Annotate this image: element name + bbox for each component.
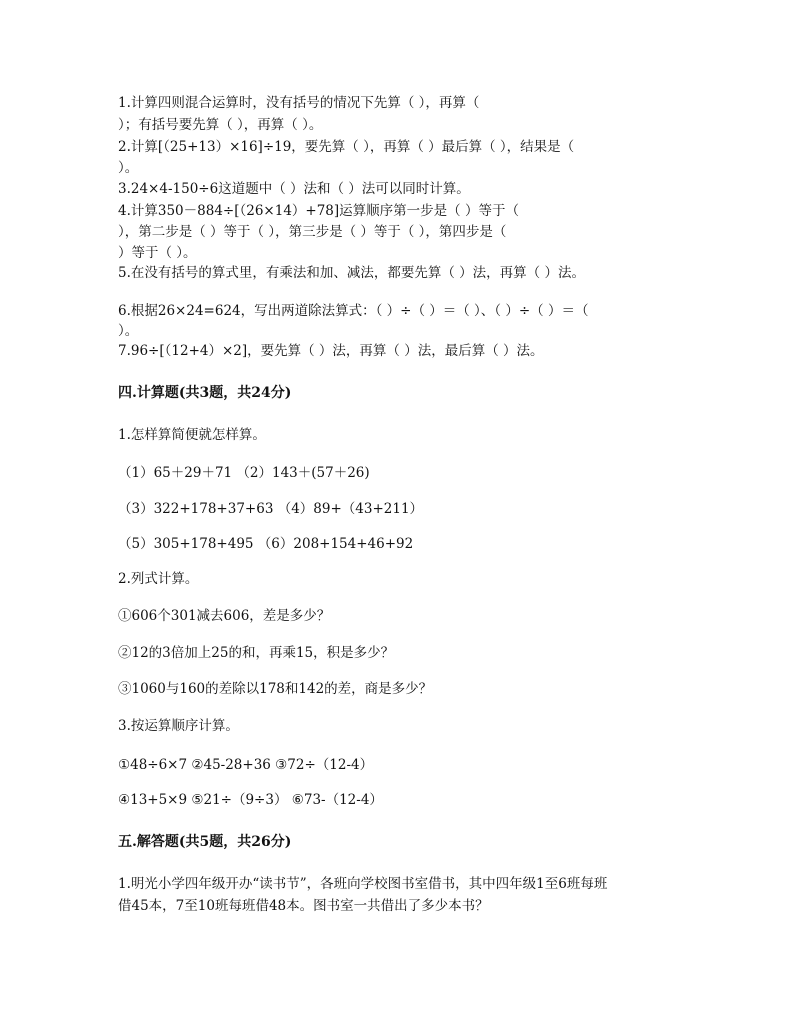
q7-line: 7.96÷[（12+4）×2]，要先算（ ）法，再算（ ）法，最后算（ ）法。 bbox=[118, 343, 544, 359]
q2-line-1: 2.计算[（25+13）×16]÷19，要先算（ ），再算（ ）最后算（ ），结果是（ bbox=[118, 139, 575, 155]
s4-q2-a: ①606个301减去606，差是多少？ bbox=[118, 608, 331, 624]
q4-line-2: ），第二步是（ ）等于（ ），第三步是（ ）等于（ ），第四步是（ bbox=[118, 224, 507, 240]
s4-q1-row3: （5）305+178+495 （6）208+154+46+92 bbox=[118, 536, 414, 552]
s4-q3-row2: ④13+5×9 ⑤21÷（9÷3） ⑥73-（12-4） bbox=[118, 792, 383, 808]
q3-line: 3.24×4-150÷6这道题中（ ）法和（ ）法可以同时计算。 bbox=[118, 181, 470, 197]
s4-q1-row1: （1）65＋29＋71 （2）143＋(57＋26) bbox=[118, 465, 370, 481]
s4-q1-row2: （3）322+178+37+63 （4）89+（43+211） bbox=[118, 501, 424, 517]
q6-line-1: 6.根据26×24=624，写出两道除法算式：（ ）÷（ ）＝（ ）、（ ）÷（ ）＝（ bbox=[118, 303, 589, 319]
s4-q2-b: ②12的3倍加上25的和，再乘15，积是多少？ bbox=[118, 645, 395, 661]
q1-line-1: 1.计算四则混合运算时，没有括号的情况下先算（ ），再算（ bbox=[118, 95, 480, 111]
s5-q1-line-1: 1.明光小学四年级开办“读书节”，各班向学校图书室借书，其中四年级1至6班每班 bbox=[118, 876, 608, 892]
s4-q1-title: 1.怎样算简便就怎样算。 bbox=[118, 427, 266, 443]
q4-line-1: 4.计算350－884÷[（26×14）+78]运算顺序第一步是（ ）等于（ bbox=[118, 203, 519, 219]
s5-q1-line-2: 借45本，7至10班每班借48本。图书室一共借出了多少本书？ bbox=[118, 898, 489, 914]
section5-heading: 五.解答题(共5题，共26分) bbox=[118, 834, 292, 850]
s4-q3-title: 3.按运算顺序计算。 bbox=[118, 718, 239, 734]
q1-line-2: ）；有括号要先算（ ），再算（ ）。 bbox=[118, 117, 323, 133]
q2-line-2: ）。 bbox=[118, 160, 139, 176]
s4-q2-c: ③1060与160的差除以178和142的差，商是多少？ bbox=[118, 681, 433, 697]
s4-q3-row1: ①48÷6×7 ②45-28+36 ③72÷（12-4） bbox=[118, 757, 374, 773]
q6-line-2: ）。 bbox=[118, 323, 139, 339]
section4-heading: 四.计算题(共3题，共24分) bbox=[118, 385, 292, 401]
s4-q2-title: 2.列式计算。 bbox=[118, 571, 199, 587]
q5-line: 5.在没有括号的算式里，有乘法和加、减法，都要先算（ ）法，再算（ ）法。 bbox=[118, 265, 585, 281]
q4-line-3: ）等于（ ）。 bbox=[118, 245, 197, 261]
